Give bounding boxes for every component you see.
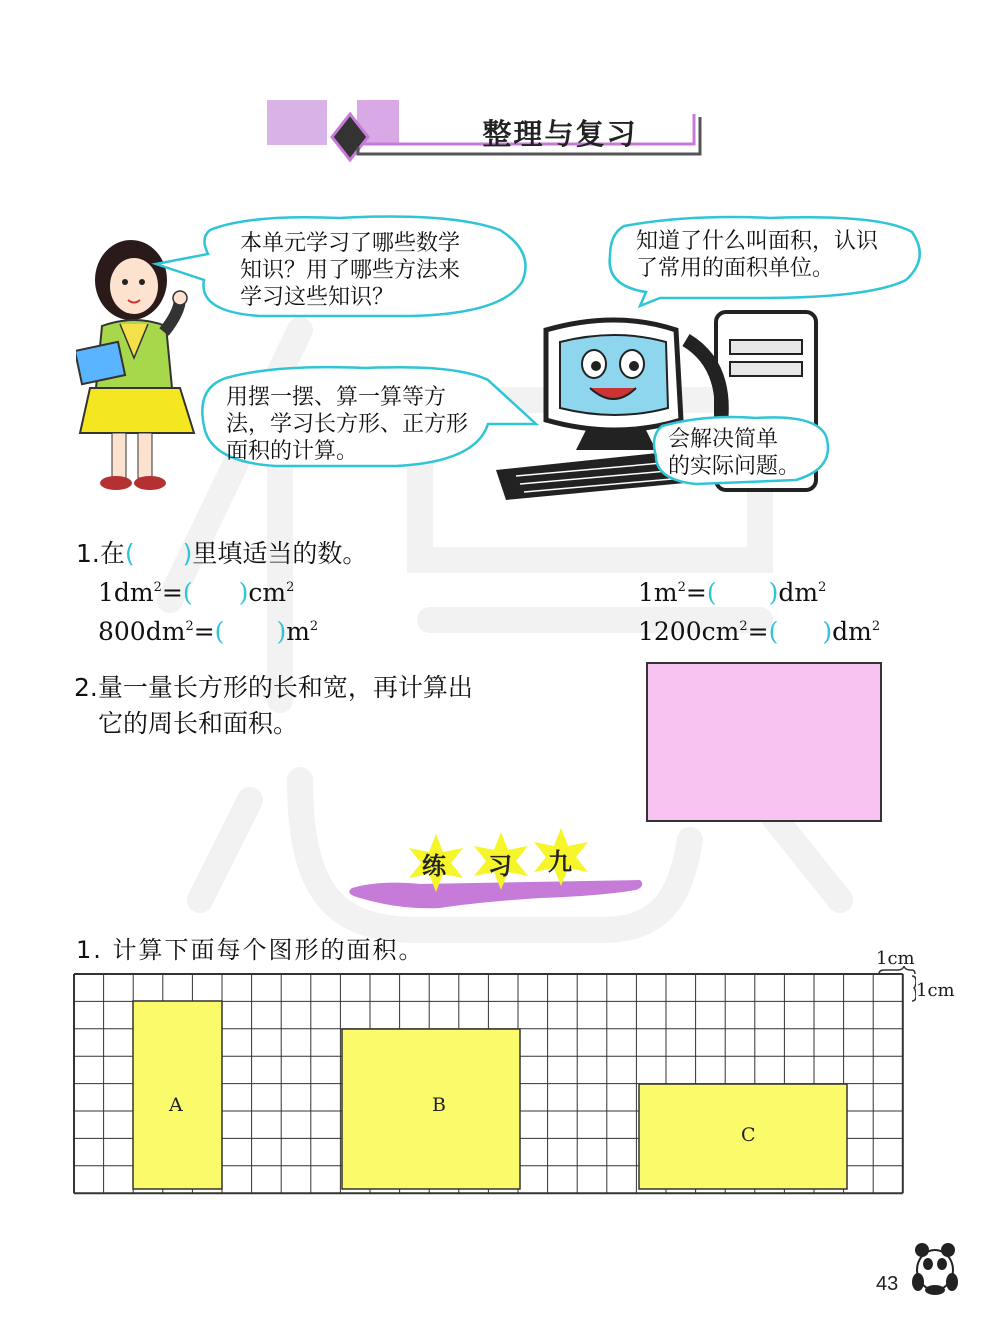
unit-label-vertical: 1cm [916, 980, 955, 1001]
bubble-girl-bottom-line2: 法，学习长方形、正方形 [226, 412, 469, 437]
unit-label-horizontal: 1cm [876, 948, 915, 969]
q1-item-3-unit-sup: 2 [309, 619, 319, 634]
q1-item-4-sup: 2 [739, 619, 748, 634]
q1-item-1-close: ) [238, 578, 249, 607]
page-number: 43 [876, 1273, 899, 1295]
q1-prefix: 1.在 [76, 539, 125, 568]
q1-item-1-left: 1dm [98, 578, 154, 607]
q1-paren-open: ( [124, 539, 135, 568]
bubble-computer-bottom-line2: 的实际问题。 [668, 454, 801, 479]
q1-item-3-sup: 2 [185, 619, 194, 634]
q1-item-2-open: ( [706, 578, 717, 607]
q1-item-3-eq: = [193, 617, 215, 646]
q1-item-2-unit: dm [778, 578, 819, 607]
q2-text [74, 670, 473, 742]
ex1-prompt: 1. 计算下面每个图形的面积。 [76, 936, 425, 964]
panda-icon [910, 1238, 960, 1296]
q1-item-1-unit: cm [248, 578, 287, 607]
bubble-girl-bottom-line3: 面积的计算。 [226, 439, 359, 464]
shape-C-label: C [741, 1124, 756, 1146]
shape-B [342, 1029, 520, 1189]
q1-item-4-unit: dm [832, 617, 872, 646]
bubble-computer-top-line2: 了常用的面积单位。 [636, 256, 835, 281]
measure-rectangle [646, 662, 882, 822]
q1-item-3-unit: m [286, 617, 310, 646]
q1-item-4-open: ( [768, 617, 779, 646]
q1-item-1-eq: = [161, 578, 183, 607]
q1-item-3-left: 800dm [98, 617, 186, 646]
shape-B-label: B [432, 1094, 446, 1116]
exercise-char-1: 练 [422, 851, 446, 880]
q1-item-3-open: ( [214, 617, 225, 646]
q1-item-1-open: ( [182, 578, 193, 607]
q1-heading [76, 534, 367, 570]
bubble-computer-bottom-line1: 会解决简单 [668, 427, 779, 452]
area-grid [72, 970, 912, 1222]
q2-line1: 2.量一量长方形的长和宽，再计算出 [74, 673, 473, 702]
q1-item-1-unit-sup: 2 [286, 580, 295, 595]
bubble-girl-top-line3: 学习这些知识？ [240, 285, 395, 310]
q1-item-4-unit-sup: 2 [871, 619, 881, 634]
bubble-girl-top-line1: 本单元学习了哪些数学 [240, 231, 461, 256]
q1-item-4-left: 1200cm [638, 617, 740, 646]
q1-item-2-left: 1m [638, 578, 678, 607]
q1-suffix: 里填适当的数。 [192, 539, 368, 568]
q1-item-1 [98, 578, 294, 607]
q1-item-3 [98, 617, 318, 646]
page-title: 整理与复习 [482, 117, 638, 151]
shape-A-label: A [169, 1094, 183, 1116]
q1-item-2-unit-sup: 2 [818, 580, 827, 595]
q1-item-4-close: ) [822, 617, 833, 646]
q1-item-1-sup: 2 [153, 580, 162, 595]
q1-item-2-close: ) [768, 578, 779, 607]
bubble-girl-bottom-line1: 用摆一摆、算一算等方 [226, 385, 447, 410]
q1-item-2-sup: 2 [677, 580, 686, 595]
q1-paren-close: ) [182, 539, 193, 568]
bubble-computer-top-line1: 知道了什么叫面积，认识 [636, 229, 879, 254]
exercise-char-3: 九 [548, 847, 572, 876]
q1-item-2-eq: = [685, 578, 707, 607]
q1-item-3-close: ) [276, 617, 287, 646]
q2-line2: 它的周长和面积。 [98, 709, 299, 738]
bubble-girl-top-line2: 知识？用了哪些方法来 [240, 258, 461, 283]
q1-item-4 [638, 617, 880, 646]
q1-item-4-eq: = [747, 617, 769, 646]
exercise-char-2: 习 [488, 851, 512, 880]
q1-item-2 [638, 578, 826, 607]
